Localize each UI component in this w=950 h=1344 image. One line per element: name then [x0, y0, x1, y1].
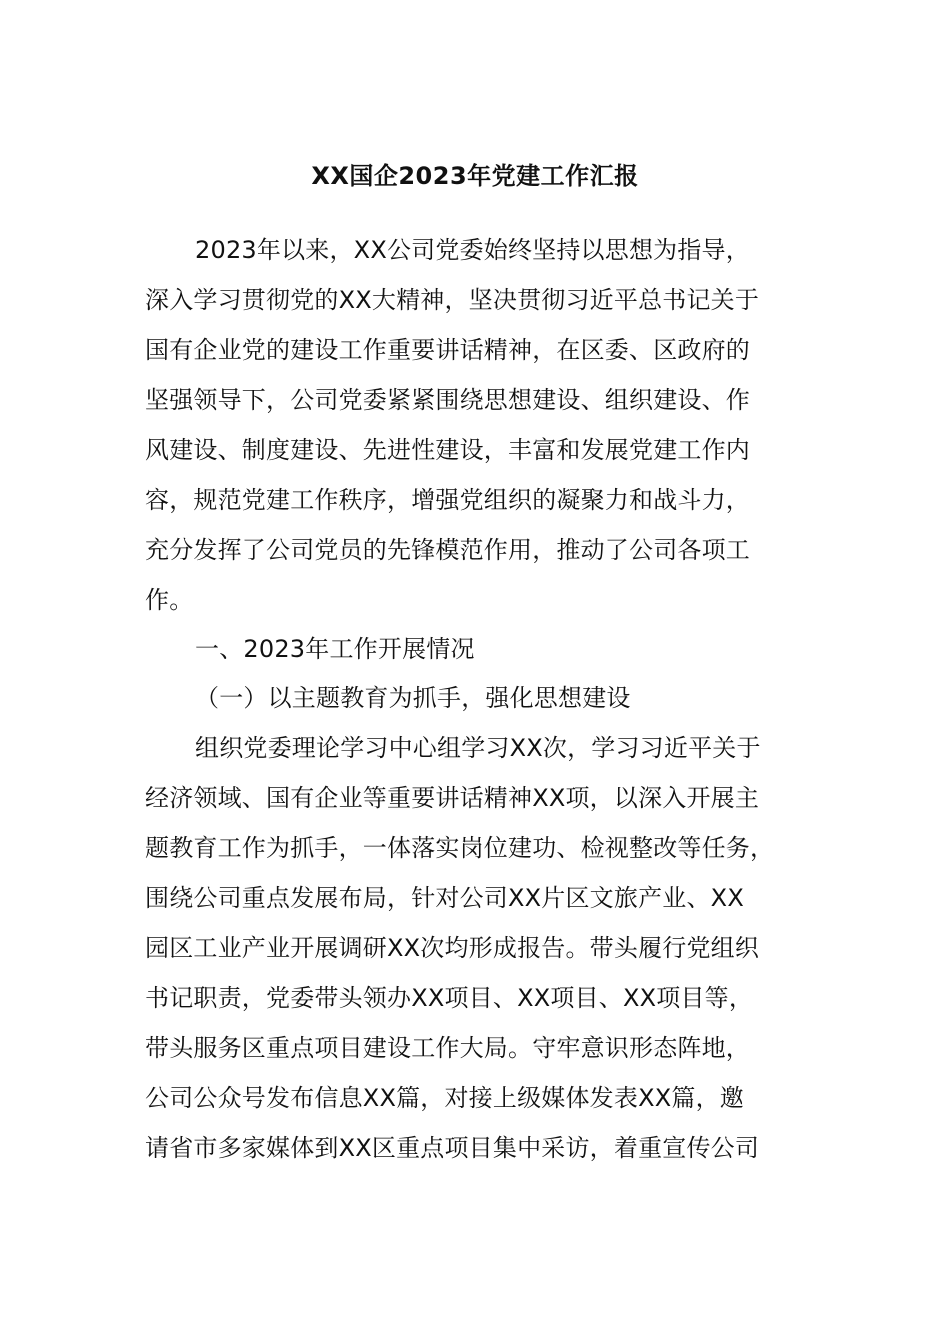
- paragraph-line: 国有企业党的建设工作重要讲话精神，在区委、区政府的: [145, 336, 750, 364]
- paragraph-line: 容，规范党建工作秩序，增强党组织的凝聚力和战斗力，: [145, 486, 750, 514]
- paragraph-line: 题教育工作为抓手，一体落实岗位建功、检视整改等任务，: [145, 834, 775, 862]
- subsection-heading: （一）以主题教育为抓手，强化思想建设: [195, 684, 631, 712]
- document-title: XX国企2023年党建工作汇报: [311, 162, 639, 190]
- paragraph-line: 风建设、制度建设、先进性建设，丰富和发展党建工作内: [145, 436, 750, 464]
- paragraph-line: 围绕公司重点发展布局，针对公司XX片区文旅产业、XX: [145, 884, 744, 912]
- paragraph-line: 2023年以来，XX公司党委始终坚持以思想为指导，: [195, 236, 750, 264]
- paragraph-line: 请省市多家媒体到XX区重点项目集中采访，着重宣传公司: [145, 1134, 760, 1162]
- paragraph-line: 作。: [145, 586, 194, 614]
- paragraph-line: 公司公众号发布信息XX篇，对接上级媒体发表XX篇，邀: [145, 1084, 744, 1112]
- paragraph-line: 书记职责，党委带头领办XX项目、XX项目、XX项目等，: [145, 984, 754, 1012]
- paragraph-line: 组织党委理论学习中心组学习XX次，学习习近平关于: [195, 734, 761, 762]
- paragraph-line: 带头服务区重点项目建设工作大局。守牢意识形态阵地，: [145, 1034, 750, 1062]
- paragraph-line: 园区工业产业开展调研XX次均形成报告。带头履行党组织: [145, 934, 760, 962]
- paragraph-line: 充分发挥了公司党员的先锋模范作用，推动了公司各项工: [145, 536, 750, 564]
- paragraph-line: 深入学习贯彻党的XX大精神，坚决贯彻习近平总书记关于: [145, 286, 760, 314]
- section-heading: 一、2023年工作开展情况: [195, 635, 475, 663]
- paragraph-line: 经济领域、国有企业等重要讲话精神XX项，以深入开展主: [145, 784, 760, 812]
- paragraph-line: 坚强领导下，公司党委紧紧围绕思想建设、组织建设、作: [145, 386, 750, 414]
